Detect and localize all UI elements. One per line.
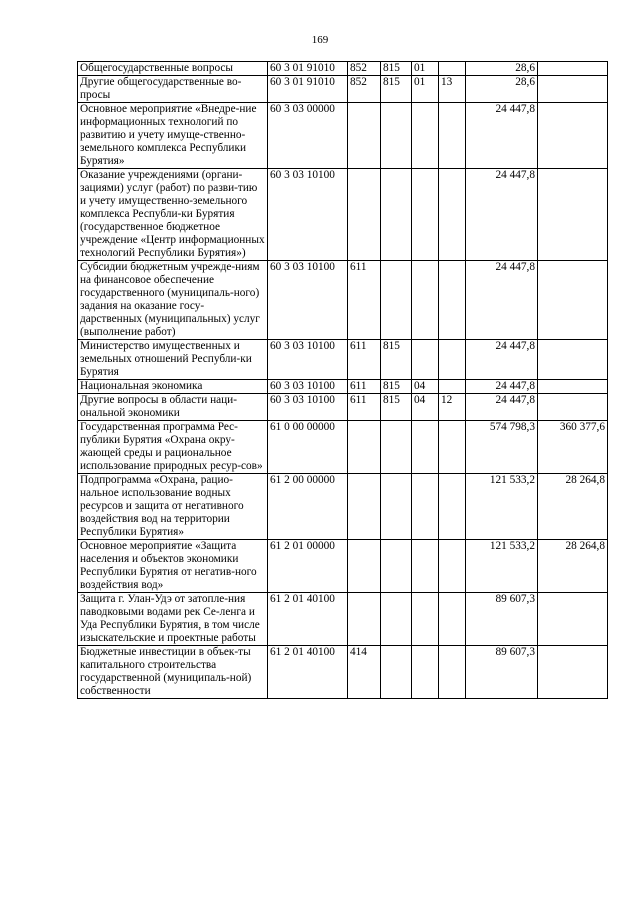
row-rz [412, 261, 439, 340]
row-vr: 611 [348, 261, 381, 340]
row-rz [412, 169, 439, 261]
row-name: Государственная программа Рес-публики Бурятия «Охрана окру-жающей среды и рациональное использование природных ресур-сов» [78, 421, 268, 474]
row-rz: 01 [412, 76, 439, 103]
table-row [78, 261, 608, 340]
row-sum2 [538, 380, 608, 394]
row-rz: 04 [412, 380, 439, 394]
row-sum2 [538, 394, 608, 421]
row-pr [439, 169, 466, 261]
budget-table [77, 61, 608, 699]
row-rz [412, 593, 439, 646]
row-sum2: 28 264,8 [538, 474, 608, 540]
row-sum1: 24 447,8 [466, 261, 538, 340]
row-sum1: 89 607,3 [466, 593, 538, 646]
row-pr [439, 380, 466, 394]
row-pr [439, 261, 466, 340]
row-name: Подпрограмма «Охрана, рацио-нальное использование водных ресурсов и защита от негативного воздействия вод на территории Республики Бурятия» [78, 474, 268, 540]
row-sum1: 89 607,3 [466, 646, 538, 699]
row-name: Бюджетные инвестиции в объек-ты капитального строительства государственной (муниципаль-ной) собственности [78, 646, 268, 699]
row-code: 60 3 03 10100 [268, 340, 348, 380]
row-sum1: 28,6 [466, 62, 538, 76]
row-name: Субсидии бюджетным учрежде-ниям на финансовое обеспечение государственного (муниципаль-ного) задания на оказание госу-дарственных (муниципальных) услуг (выполнение работ) [78, 261, 268, 340]
row-code: 60 3 03 10100 [268, 380, 348, 394]
row-vr: 852 [348, 76, 381, 103]
row-rz [412, 474, 439, 540]
row-vr: 414 [348, 646, 381, 699]
row-sum2 [538, 169, 608, 261]
row-name: Министерство имущественных и земельных отношений Республи-ки Бурятия [78, 340, 268, 380]
table-row [78, 76, 608, 103]
row-vr [348, 540, 381, 593]
table-row [78, 103, 608, 169]
row-code: 60 3 01 91010 [268, 62, 348, 76]
row-sum1: 24 447,8 [466, 103, 538, 169]
row-pr [439, 646, 466, 699]
row-gr [381, 540, 412, 593]
row-name: Другие вопросы в области наци-ональной экономики [78, 394, 268, 421]
table-row [78, 540, 608, 593]
table-row [78, 593, 608, 646]
row-rz [412, 103, 439, 169]
row-name: Защита г. Улан-Удэ от затопле-ния паводковыми водами рек Се-ленга и Уда Республики Бурятия, в том числе изыскательские и проектные работы [78, 593, 268, 646]
row-gr: 815 [381, 76, 412, 103]
row-pr: 12 [439, 394, 466, 421]
page-number: 169 [311, 34, 329, 46]
row-sum2: 360 377,6 [538, 421, 608, 474]
row-sum1: 121 533,2 [466, 540, 538, 593]
row-pr [439, 474, 466, 540]
row-rz [412, 540, 439, 593]
row-gr: 815 [381, 62, 412, 76]
row-sum1: 24 447,8 [466, 394, 538, 421]
row-code: 61 2 01 00000 [268, 540, 348, 593]
row-pr [439, 421, 466, 474]
row-vr: 852 [348, 62, 381, 76]
row-gr: 815 [381, 380, 412, 394]
row-gr [381, 421, 412, 474]
row-sum2 [538, 261, 608, 340]
row-vr [348, 474, 381, 540]
table-row [78, 421, 608, 474]
row-gr [381, 474, 412, 540]
table-row [78, 169, 608, 261]
table-row [78, 380, 608, 394]
row-sum1: 28,6 [466, 76, 538, 103]
row-vr [348, 169, 381, 261]
row-code: 61 2 00 00000 [268, 474, 348, 540]
row-sum2 [538, 646, 608, 699]
row-name: Основное мероприятие «Защита населения и объектов экономики Республики Бурятия от негатив-ного воздействия вод» [78, 540, 268, 593]
row-rz [412, 646, 439, 699]
row-sum1: 121 533,2 [466, 474, 538, 540]
row-gr [381, 593, 412, 646]
table-row [78, 394, 608, 421]
row-name: Общегосударственные вопросы [78, 62, 268, 76]
row-code: 60 3 01 91010 [268, 76, 348, 103]
row-sum2 [538, 62, 608, 76]
row-code: 60 3 03 10100 [268, 169, 348, 261]
row-rz: 04 [412, 394, 439, 421]
row-vr [348, 103, 381, 169]
row-name: Основное мероприятие «Внедре-ние информационных технологий по развитию и учету имуще-ственно-земельного комплекса Республики Бурятия» [78, 103, 268, 169]
row-pr [439, 103, 466, 169]
row-sum2 [538, 593, 608, 646]
row-rz [412, 340, 439, 380]
table-row [78, 474, 608, 540]
row-gr [381, 169, 412, 261]
row-sum2 [538, 76, 608, 103]
row-code: 61 2 01 40100 [268, 646, 348, 699]
row-pr [439, 540, 466, 593]
row-code: 61 2 01 40100 [268, 593, 348, 646]
row-vr: 611 [348, 380, 381, 394]
table-row [78, 62, 608, 76]
row-code: 60 3 03 10100 [268, 394, 348, 421]
row-sum2 [538, 340, 608, 380]
row-sum1: 24 447,8 [466, 340, 538, 380]
row-gr [381, 261, 412, 340]
row-pr: 13 [439, 76, 466, 103]
table-row [78, 646, 608, 699]
row-code: 60 3 03 10100 [268, 261, 348, 340]
row-vr [348, 593, 381, 646]
table-row [78, 340, 608, 380]
row-name: Другие общегосударственные во-просы [78, 76, 268, 103]
row-sum2: 28 264,8 [538, 540, 608, 593]
row-gr [381, 646, 412, 699]
row-vr: 611 [348, 340, 381, 380]
row-code: 61 0 00 00000 [268, 421, 348, 474]
row-pr [439, 62, 466, 76]
row-sum2 [538, 103, 608, 169]
row-name: Оказание учреждениями (органи-зациями) услуг (работ) по разви-тию и учету имущественно-земельного комплекса Республи-ки Бурятия (государственное бюджетное учреждение «Центр информационных технологий Республики Бурятия») [78, 169, 268, 261]
row-sum1: 24 447,8 [466, 169, 538, 261]
row-gr: 815 [381, 394, 412, 421]
row-gr [381, 103, 412, 169]
row-gr: 815 [381, 340, 412, 380]
row-code: 60 3 03 00000 [268, 103, 348, 169]
row-rz [412, 421, 439, 474]
row-vr: 611 [348, 394, 381, 421]
row-vr [348, 421, 381, 474]
row-sum1: 24 447,8 [466, 380, 538, 394]
row-name: Национальная экономика [78, 380, 268, 394]
row-pr [439, 593, 466, 646]
row-pr [439, 340, 466, 380]
row-sum1: 574 798,3 [466, 421, 538, 474]
row-rz: 01 [412, 62, 439, 76]
